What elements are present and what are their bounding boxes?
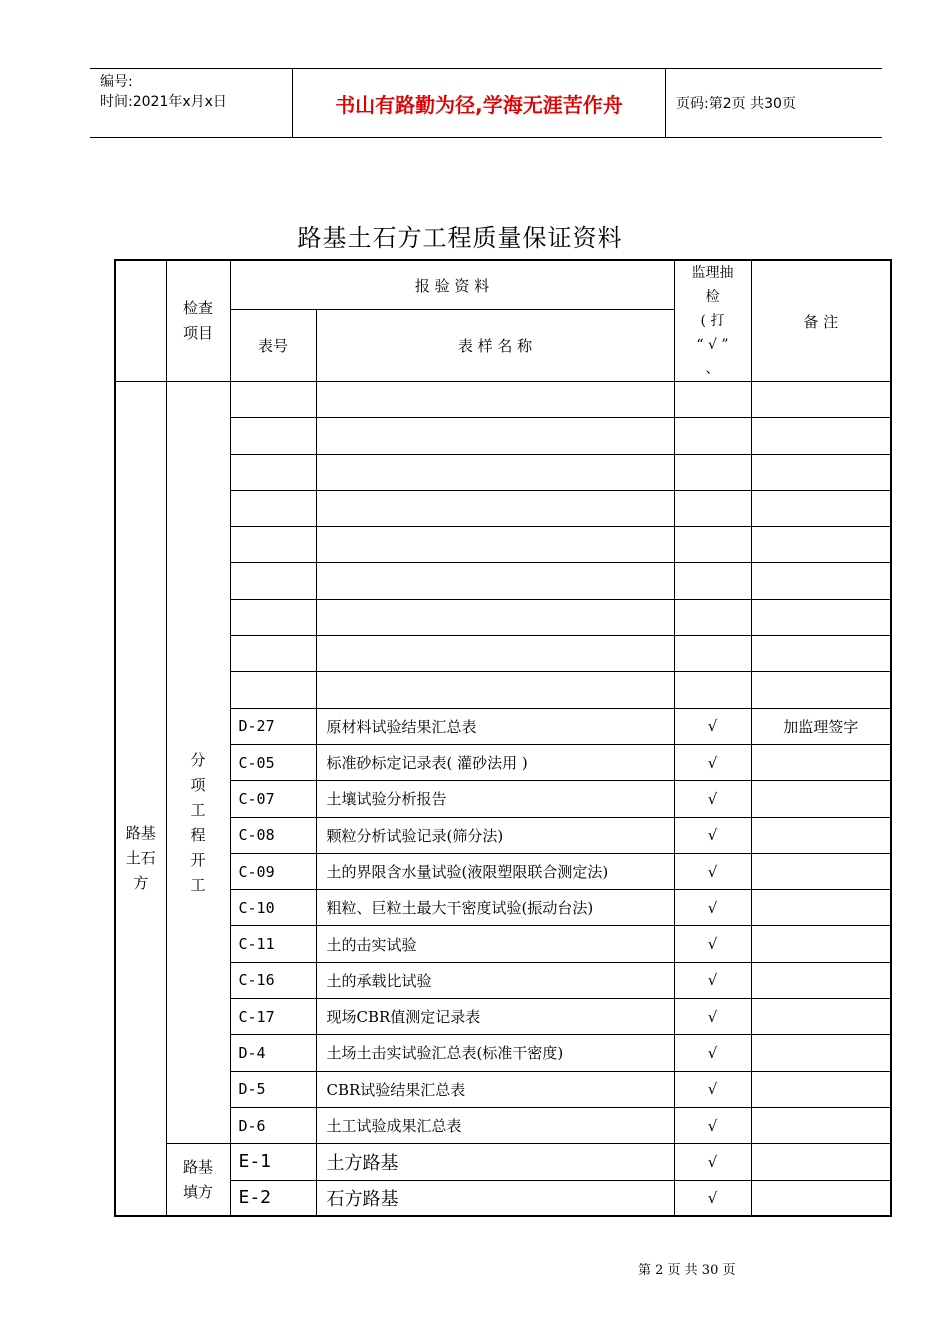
form-name: 颗粒分析试验记录(筛分法): [316, 817, 674, 853]
empty-cell: [751, 672, 891, 708]
empty-cell: [316, 490, 674, 526]
table-row: [115, 636, 891, 672]
col-check-item: 检查 项目: [166, 260, 230, 382]
empty-cell: [230, 454, 316, 490]
empty-cell: [316, 454, 674, 490]
form-no: C-09: [230, 853, 316, 889]
remark: [751, 1180, 891, 1216]
form-name: 土场土击实试验汇总表(标准干密度): [316, 1035, 674, 1071]
remark: [751, 744, 891, 780]
table-row: [115, 418, 891, 454]
remark: [751, 1035, 891, 1071]
remark: [751, 1107, 891, 1143]
empty-cell: [230, 382, 316, 418]
remark: [751, 1071, 891, 1107]
inspect-check: √: [674, 781, 751, 817]
table-row: [115, 1071, 891, 1107]
header-blank-cell: [115, 260, 166, 382]
form-name: 标准砂标定记录表( 灌砂法用 ): [316, 744, 674, 780]
form-no: C-11: [230, 926, 316, 962]
empty-cell: [751, 454, 891, 490]
table-body: [115, 382, 891, 1217]
form-name: 土壤试验分析报告: [316, 781, 674, 817]
empty-cell: [751, 636, 891, 672]
empty-cell: [674, 636, 751, 672]
empty-cell: [316, 527, 674, 563]
col-remark: 备 注: [751, 260, 891, 382]
form-no: C-17: [230, 999, 316, 1035]
remark: [751, 926, 891, 962]
form-name: 土的界限含水量试验(液限塑限联合测定法): [316, 853, 674, 889]
time-label: 时间:2021年x月x日: [100, 94, 227, 110]
table-row: [115, 999, 891, 1035]
table-row: [115, 1107, 891, 1143]
form-name: 土的击实试验: [316, 926, 674, 962]
empty-cell: [674, 563, 751, 599]
empty-cell: [674, 418, 751, 454]
table-row: [115, 926, 891, 962]
remark: [751, 817, 891, 853]
inspect-check: √: [674, 999, 751, 1035]
empty-cell: [751, 599, 891, 635]
inspect-check: √: [674, 1144, 751, 1180]
table-row: [115, 781, 891, 817]
header-meta: [90, 69, 293, 137]
empty-cell: [316, 418, 674, 454]
empty-cell: [316, 382, 674, 418]
col-form-no: 表号: [230, 310, 316, 382]
form-no: E-1: [230, 1144, 316, 1180]
remark: 加监理签字: [751, 708, 891, 744]
inspect-check: √: [674, 1180, 751, 1216]
empty-cell: [230, 418, 316, 454]
table-row: [115, 817, 891, 853]
empty-cell: [674, 527, 751, 563]
code-label: 编号:: [100, 74, 133, 90]
inspect-check: √: [674, 1107, 751, 1143]
table-row: [115, 672, 891, 708]
empty-cell: [674, 454, 751, 490]
inspect-check: √: [674, 708, 751, 744]
empty-cell: [230, 490, 316, 526]
empty-cell: [674, 599, 751, 635]
empty-cell: [316, 563, 674, 599]
form-name: 土方路基: [316, 1144, 674, 1180]
table-row: [115, 563, 891, 599]
remark: [751, 999, 891, 1035]
form-no: C-07: [230, 781, 316, 817]
empty-cell: [674, 672, 751, 708]
remark: [751, 1144, 891, 1180]
table-row: [115, 454, 891, 490]
table-row: [115, 962, 891, 998]
col-form-name: 表 样 名 称: [316, 310, 674, 382]
page-header: [90, 68, 882, 138]
form-no: C-10: [230, 890, 316, 926]
remark: [751, 853, 891, 889]
empty-cell: [230, 672, 316, 708]
table-row: [115, 890, 891, 926]
remark: [751, 781, 891, 817]
form-no: C-08: [230, 817, 316, 853]
table-row: [115, 853, 891, 889]
inspect-check: √: [674, 1035, 751, 1071]
form-no: C-05: [230, 744, 316, 780]
sub-label-fill: 路基 填方: [166, 1144, 230, 1217]
table-row: [115, 599, 891, 635]
form-name: 现场CBR值测定记录表: [316, 999, 674, 1035]
empty-cell: [230, 636, 316, 672]
table-row: [115, 744, 891, 780]
table-row: [115, 1144, 891, 1180]
empty-cell: [230, 527, 316, 563]
form-name: 石方路基: [316, 1180, 674, 1216]
col-inspect: 监理抽 检 ( 打 “ √ ” 、: [674, 260, 751, 382]
sub-label-start: 分 项 工 程 开 工: [166, 382, 230, 1144]
remark: [751, 890, 891, 926]
inspect-check: √: [674, 1071, 751, 1107]
table-row: [115, 708, 891, 744]
header-slogan: 书山有路勤为径,学海无涯苦作舟: [293, 69, 666, 137]
inspect-check: √: [674, 926, 751, 962]
remark: [751, 962, 891, 998]
form-no: D-6: [230, 1107, 316, 1143]
empty-cell: [751, 563, 891, 599]
page-title: 路基土石方工程质量保证资料: [297, 224, 623, 252]
empty-cell: [316, 672, 674, 708]
col-report: 报 验 资 料: [230, 260, 674, 310]
table-row: [115, 527, 891, 563]
empty-cell: [751, 490, 891, 526]
group-label: 路基 土石 方: [115, 382, 166, 1217]
form-name: 粗粒、巨粒土最大干密度试验(振动台法): [316, 890, 674, 926]
empty-cell: [751, 382, 891, 418]
form-no: C-16: [230, 962, 316, 998]
page-footer: 第 2 页 共 30 页: [638, 1263, 736, 1278]
empty-cell: [674, 490, 751, 526]
form-name: 原材料试验结果汇总表: [316, 708, 674, 744]
form-name: 土工试验成果汇总表: [316, 1107, 674, 1143]
empty-cell: [230, 563, 316, 599]
inspect-check: √: [674, 744, 751, 780]
empty-cell: [316, 636, 674, 672]
form-name: 土的承载比试验: [316, 962, 674, 998]
table-row: [115, 382, 891, 418]
empty-cell: [674, 382, 751, 418]
form-no: D-5: [230, 1071, 316, 1107]
inspect-check: √: [674, 890, 751, 926]
inspect-check: √: [674, 853, 751, 889]
inspect-check: √: [674, 817, 751, 853]
form-no: D-27: [230, 708, 316, 744]
inspect-check: √: [674, 962, 751, 998]
table-row: [115, 490, 891, 526]
empty-cell: [230, 599, 316, 635]
header-page-info: 页码:第2页 共30页: [676, 96, 796, 112]
form-no: D-4: [230, 1035, 316, 1071]
table-row: [115, 1035, 891, 1071]
table-row: [115, 1180, 891, 1216]
empty-cell: [316, 599, 674, 635]
form-name: CBR试验结果汇总表: [316, 1071, 674, 1107]
empty-cell: [751, 418, 891, 454]
quality-docs-table: [114, 259, 892, 1217]
empty-cell: [751, 527, 891, 563]
form-no: E-2: [230, 1180, 316, 1216]
